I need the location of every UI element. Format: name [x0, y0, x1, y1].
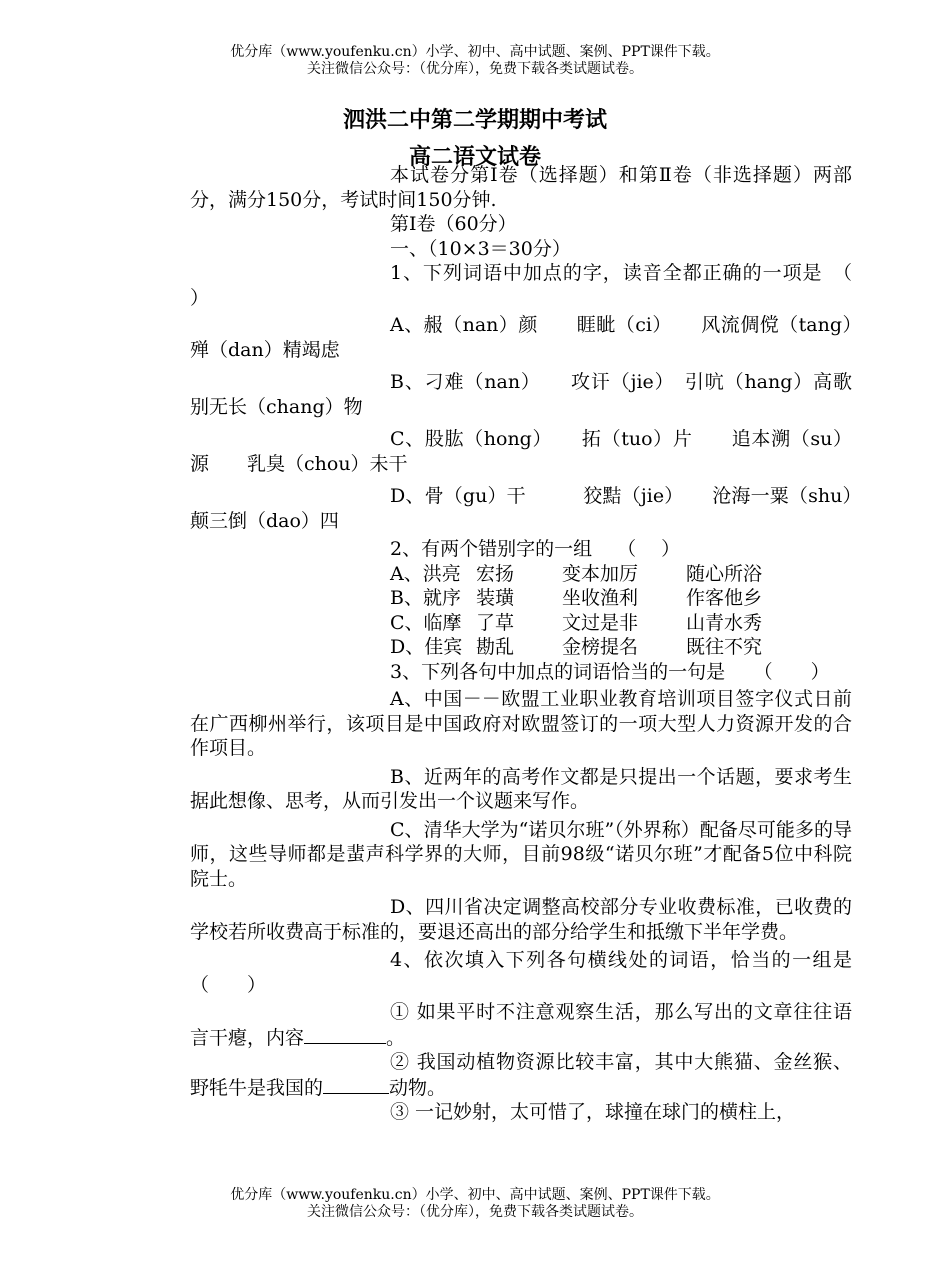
q1-option-a: A、赧（nan）颜 睚眦（ci） 风流倜傥（tang） 殚（dan）精竭虑 [190, 314, 872, 361]
q4-stem: 4、依次填入下列各句横线处的词语，恰当的一组是 （ ） [190, 949, 872, 996]
q1-option-c: C、股肱（hong） 拓（tuo）片 追本溯（su）源 乳臭（chou）未干 [190, 428, 852, 475]
q2-b-2: 装璜 [476, 587, 515, 609]
q3-option-a: A、中国－－欧盟工业职业教育培训项目签字仪式日前在广西柳州举行，该项目是中国政府对欧盟签订的一项大型人力资源开发的合作项目。 [190, 688, 852, 759]
q2-d-4: 既往不究 [686, 636, 763, 658]
q4-s1-text: ① 如果平时不注意观察生活，那么写出的文章往往语言干瘪，内容 [190, 1001, 852, 1049]
intro-text: 本试卷分第Ⅰ卷（选择题）和第Ⅱ卷（非选择题）两部分，满分150分，考试时间150分钟. [190, 164, 852, 211]
q1-option-b: B、刁难（nan） 攻讦（jie） 引吭（hang）高歌 别无长（chang）物 [190, 371, 872, 418]
part-1-heading: 第Ⅰ卷（60分） [390, 213, 517, 235]
q2-c-4: 山青水秀 [686, 611, 763, 634]
footer-line-1: 优分库（www.youfenku.cn）小学、初中、高中试题、案例、PPT课件下载。 [230, 1187, 720, 1203]
header-line-1: 优分库（www.youfenku.cn）小学、初中、高中试题、案例、PPT课件下载。 [230, 44, 720, 60]
q2-row-c [190, 611, 852, 636]
q2-a-4: 随心所浴 [686, 562, 763, 585]
q4-sentence-2 [190, 1050, 852, 1100]
q3-stem: 3、下列各句中加点的词语恰当的一句是 （ ） [390, 660, 830, 683]
exam-title: 泗洪二中第二学期期中考试 [342, 107, 607, 133]
q2-stem: 2、有两个错别字的一组 （ ） [390, 538, 681, 560]
q1-option-d: D、骨（gu）干 狡黠（jie） 沧海一粟（shu） 颠三倒（dao）四 [190, 485, 891, 532]
q3-option-c: C、清华大学为“诺贝尔班”（外界称）配备尽可能多的导师，这些导师都是蜚声科学界的大师，目前98级“诺贝尔班”才配备5位中科院院士。 [190, 818, 852, 890]
q2-d-2: 勘乱 [476, 636, 515, 658]
section-1-heading: 一、（10×3＝30分） [390, 237, 571, 260]
page-header [0, 44, 950, 78]
q2-b-1: B、就序 [390, 587, 461, 609]
q2-a-2: 宏扬 [476, 562, 515, 585]
q2-c-3: 文过是非 [562, 611, 639, 634]
q1-stem: 1、下列词语中加点的字，读音全都正确的一项是 （ ） [190, 262, 878, 309]
q2-c-1: C、临摩 [390, 611, 462, 634]
q4-blank-1[interactable] [304, 1025, 386, 1044]
q3-option-d: D、四川省决定调整高校部分专业收费标准，已收费的学校若所收费高于标准的，要退还高出的部分给学生和抵缴下半年学费。 [190, 896, 852, 943]
q4-sentence-3: ③ 一记妙射，太可惜了，球撞在球门的横柱上， [390, 1101, 796, 1123]
q2-a-3: 变本加厉 [562, 562, 639, 585]
q3-option-b: B、近两年的高考作文都是只提出一个话题，要求考生据此想像、思考，从而引发出一个议题来写作。 [190, 765, 852, 812]
q2-d-1: D、佳宾 [390, 636, 463, 658]
header-line-2: 关注微信公众号：（优分库），免费下载各类试题试卷。 [307, 61, 643, 77]
page-footer [0, 1187, 950, 1221]
exam-body [190, 163, 891, 1125]
q2-row-d [190, 635, 852, 660]
q2-row-b [190, 586, 852, 611]
q4-s2-text: ② 我国动植物资源比较丰富，其中大熊猫、金丝猴、野牦牛是我国的 [190, 1051, 852, 1099]
q4-s1-end: 。 [386, 1026, 406, 1049]
exam-subtitle: 高二语文试卷 [408, 144, 541, 170]
q2-c-2: 了草 [476, 611, 515, 634]
q2-b-3: 坐收渔利 [562, 587, 639, 609]
q2-a-1: A、洪亮 [390, 562, 461, 585]
q4-blank-2[interactable] [323, 1075, 389, 1094]
footer-line-2: 关注微信公众号：（优分库），免费下载各类试题试卷。 [307, 1204, 643, 1220]
q2-b-4: 作客他乡 [686, 587, 763, 609]
q2-d-3: 金榜提名 [562, 636, 639, 658]
q2-row-a [190, 562, 852, 587]
q4-s2-end: 动物。 [389, 1076, 447, 1099]
q4-sentence-1 [190, 1000, 852, 1050]
